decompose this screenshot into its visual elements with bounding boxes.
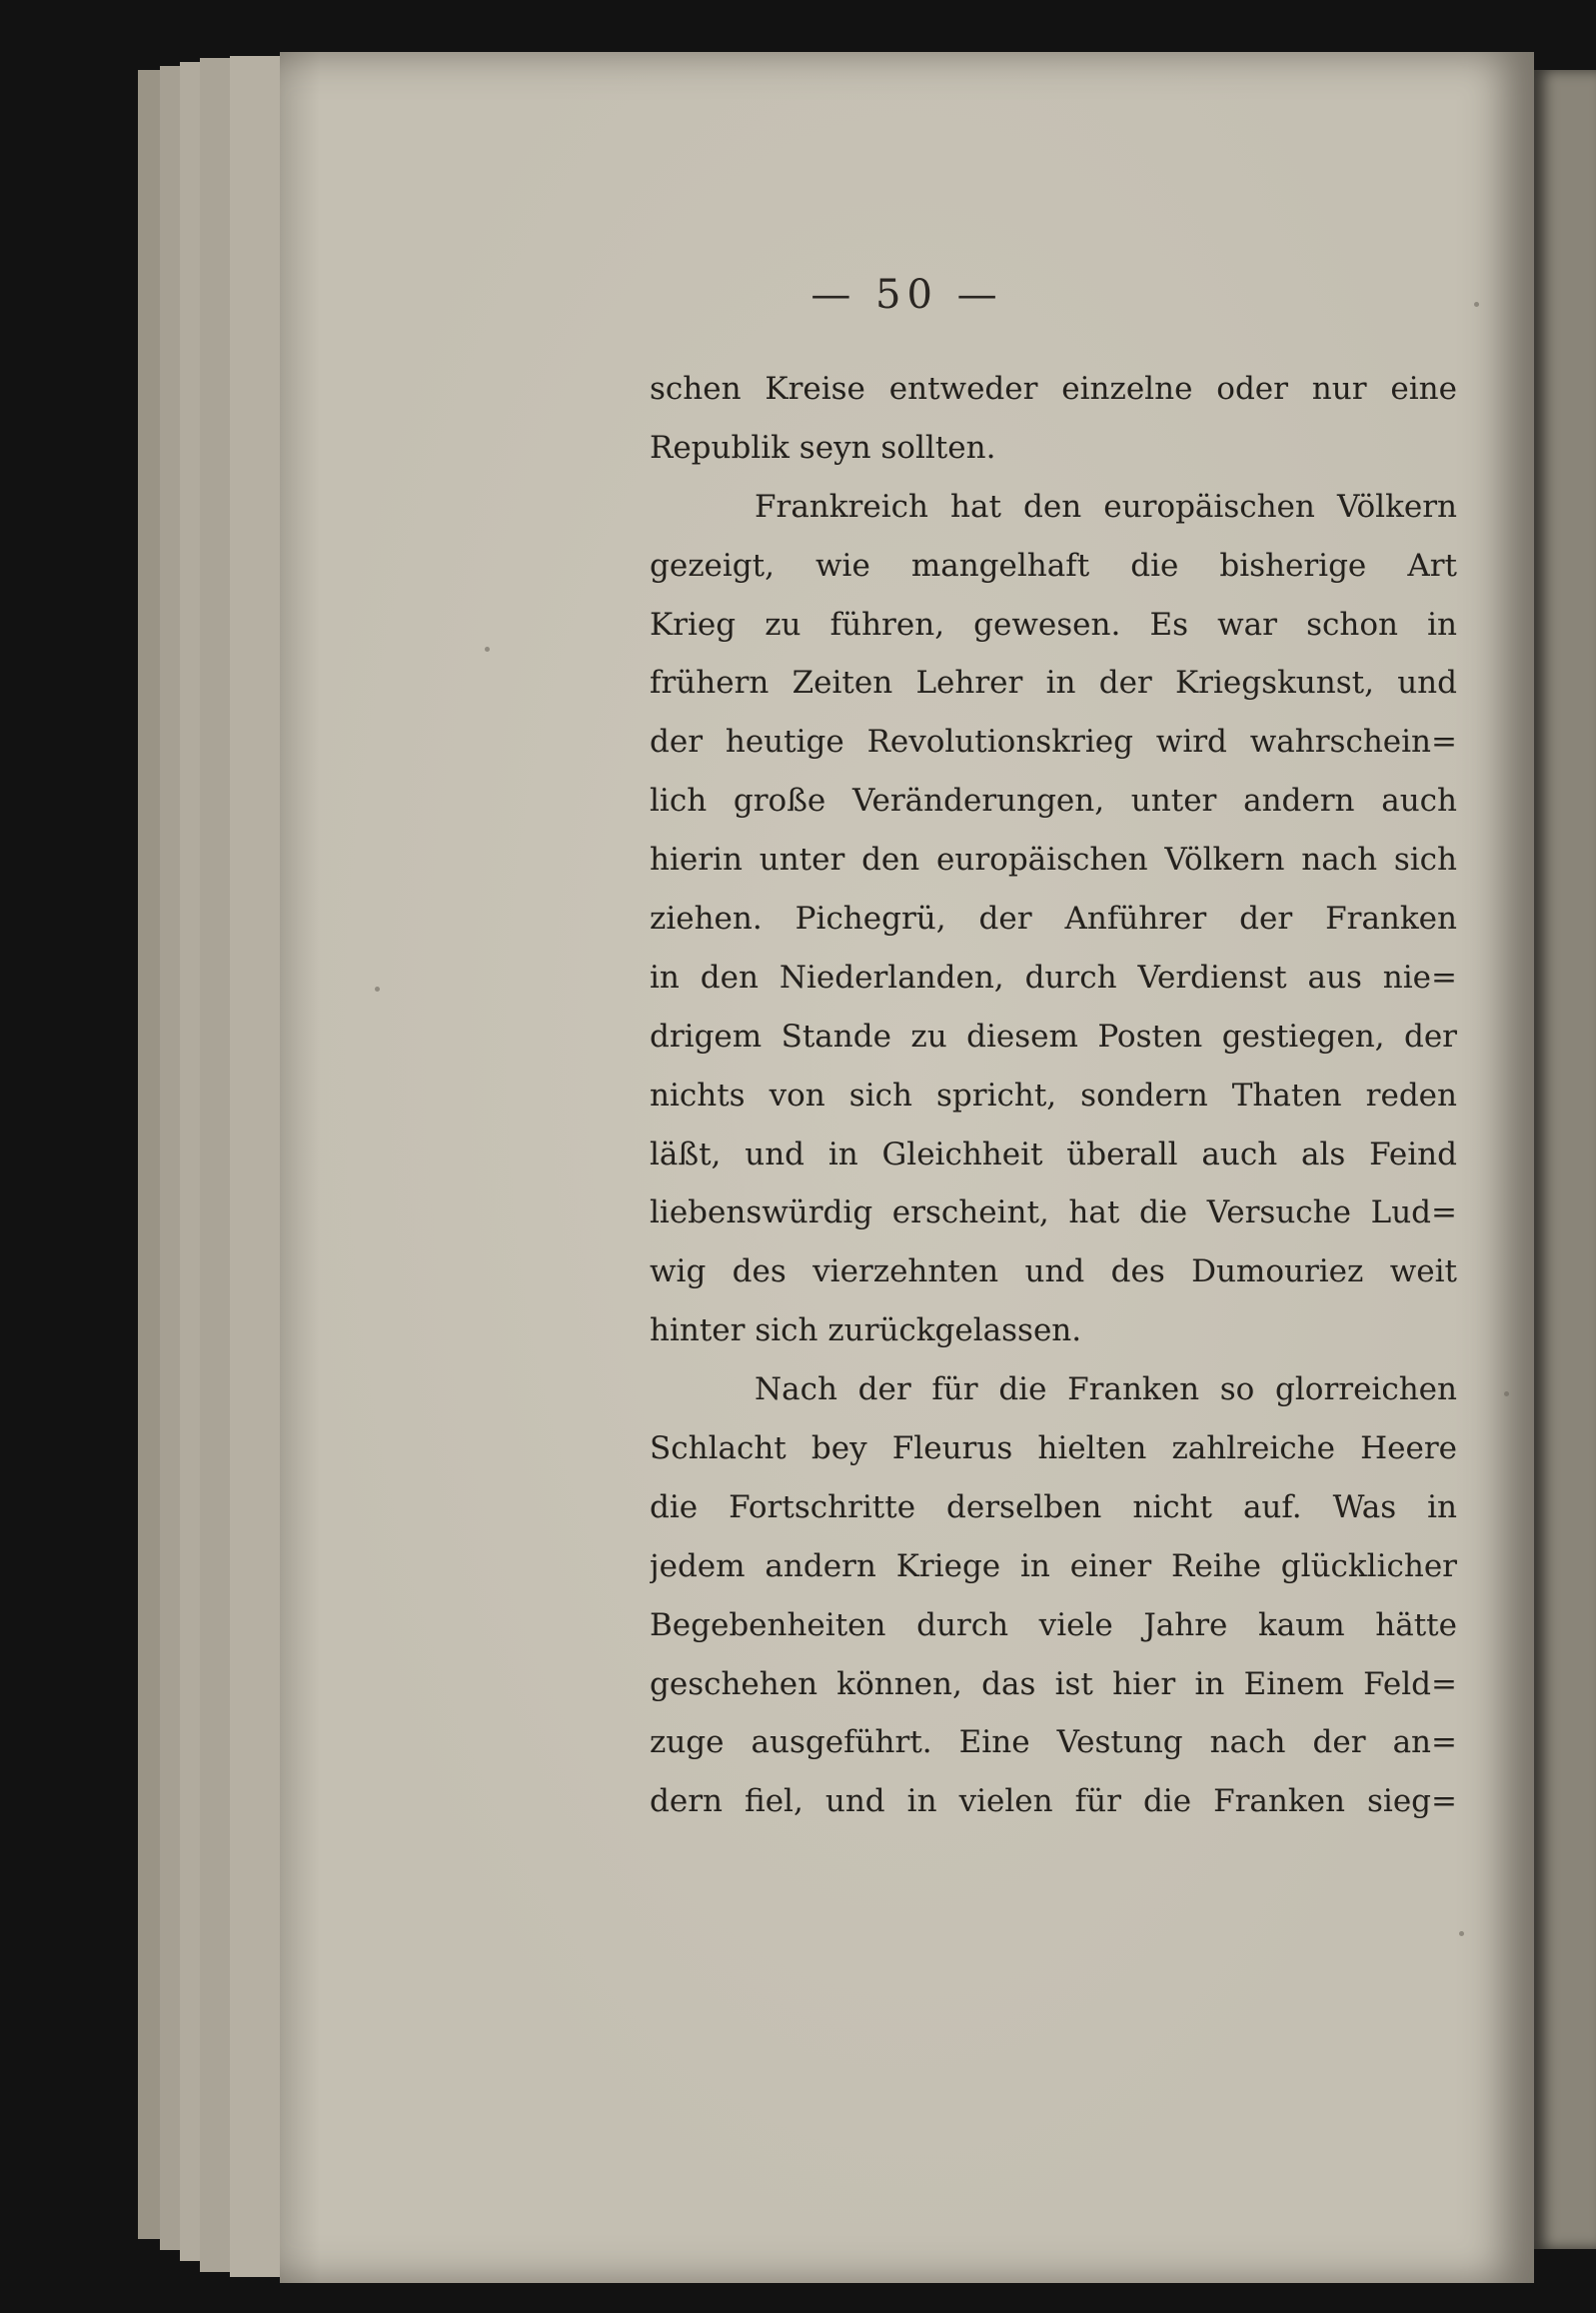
text-line: liebenswürdig erscheint, hat die Versuche Lud=	[650, 1194, 1457, 1231]
text-line: schen Kreise entweder einzelne oder nur eine	[650, 371, 1457, 407]
text-line: der heutige Revolutionskrieg wird wahrschein=	[650, 724, 1457, 761]
text-line: in den Niederlanden, durch Verdienst aus nie=	[650, 959, 1457, 996]
text-line: dern fiel, und in vielen für die Franken sieg=	[650, 1783, 1457, 1820]
paper-speck	[1504, 1391, 1509, 1396]
text-line: zuge ausgeführt. Eine Vestung nach der an=	[650, 1724, 1457, 1761]
text-line: drigem Stande zu diesem Posten gestiegen, der	[650, 1018, 1457, 1055]
text-line: hierin unter den europäischen Völkern nach sich	[650, 842, 1457, 879]
text-line: Frankreich hat den europäischen Völkern	[755, 488, 1457, 525]
paper-speck	[1459, 1931, 1464, 1936]
paper-speck	[375, 987, 380, 992]
text-line: geschehen können, das ist hier in Einem Feld=	[650, 1665, 1457, 1702]
paper-speck	[485, 647, 490, 652]
text-line: nichts von sich spricht, sondern Thaten reden	[650, 1077, 1457, 1114]
text-line: Nach der für die Franken so glorreichen	[755, 1371, 1457, 1408]
text-line: Begebenheiten durch viele Jahre kaum hätte	[650, 1606, 1457, 1643]
text-line: läßt, und in Gleichheit überall auch als Feind	[650, 1136, 1457, 1172]
text-line: hinter sich zurückgelassen.	[650, 1312, 1082, 1349]
text-line: die Fortschritte derselben nicht auf. Was in	[650, 1488, 1457, 1525]
text-line: Schlacht bey Fleurus hielten zahlreiche Heere	[650, 1430, 1457, 1467]
page-number: — 50 —	[810, 272, 1003, 318]
text-line: Republik seyn sollten.	[650, 429, 996, 466]
text-line: wig des vierzehnten und des Dumouriez weit	[650, 1253, 1457, 1290]
text-line: gezeigt, wie mangelhaft die bisherige Art	[650, 547, 1457, 584]
facing-page-edge	[1534, 70, 1596, 2249]
text-line: Krieg zu führen, gewesen. Es war schon in	[650, 606, 1457, 643]
text-line: frühern Zeiten Lehrer in der Kriegskunst, und	[650, 665, 1457, 702]
text-line: lich große Veränderungen, unter andern auch	[650, 783, 1457, 820]
text-line: jedem andern Kriege in einer Reihe glücklicher	[650, 1547, 1457, 1584]
text-line: ziehen. Pichegrü, der Anführer der Franken	[650, 901, 1457, 938]
page-body-text	[650, 360, 1457, 1831]
